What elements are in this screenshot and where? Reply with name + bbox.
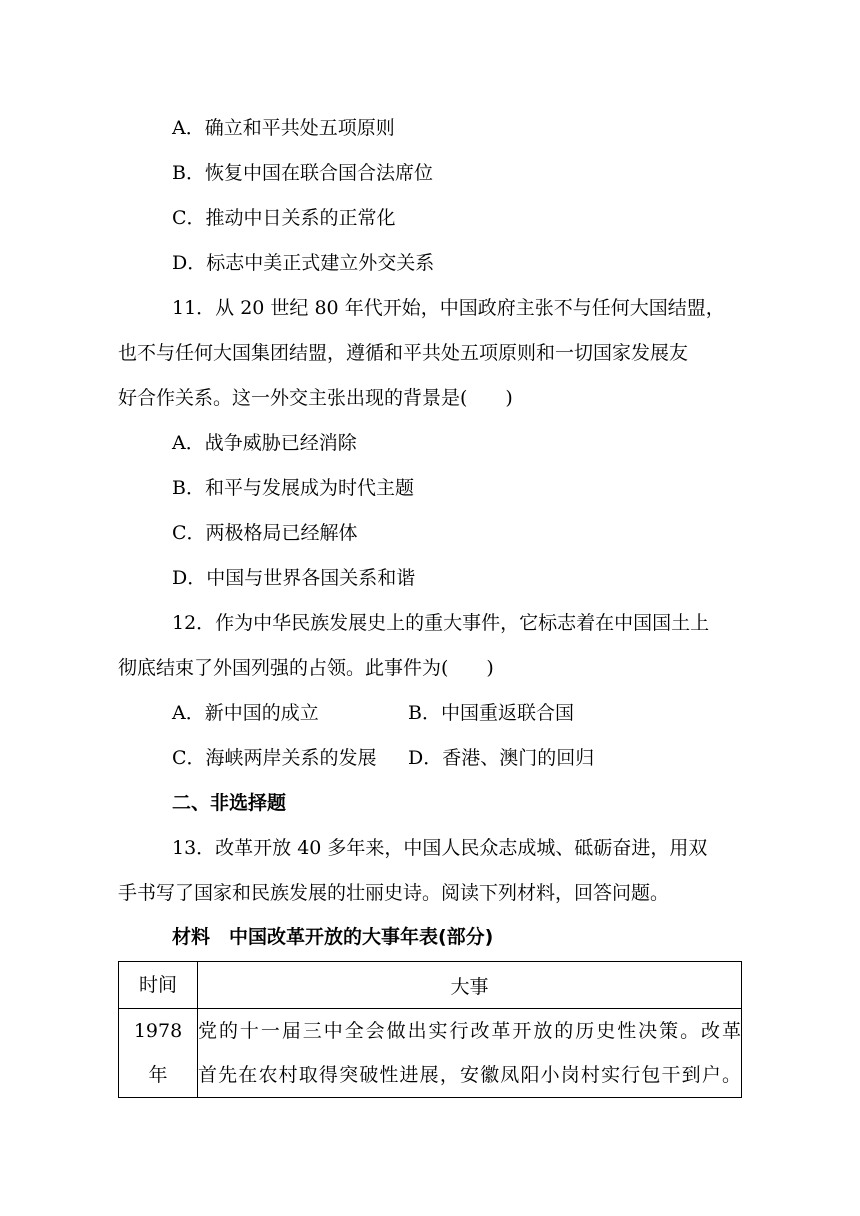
row-time — [119, 1009, 198, 1098]
row-event-line-2: 首先在农村取得突破性进展，安徽凤阳小岗村实行包干到户。 — [198, 1064, 741, 1086]
header-time: 时间 — [119, 962, 198, 1009]
material-title: 材料 中国改革开放的大事年表(部分) — [172, 926, 494, 948]
q12-option-b: B．中国重返联合国 — [408, 702, 574, 724]
section-title: 二、非选择题 — [172, 792, 287, 814]
header-event: 大事 — [198, 962, 742, 1009]
q11-option-a: A．战争威胁已经消除 — [172, 432, 357, 454]
row-event — [198, 1009, 742, 1098]
table-header-row — [119, 962, 742, 1009]
q11-option-d: D．中国与世界各国关系和谐 — [172, 567, 416, 589]
q11-stem-line-2: 也不与任何大国集团结盟，遵循和平共处五项原则和一切国家发展友 — [118, 342, 689, 364]
row-time-line-1: 1978 — [133, 1020, 183, 1042]
q12-stem-line-1: 12．作为中华民族发展史上的重大事件，它标志着在中国国土上 — [172, 612, 710, 634]
q10-option-a: A．确立和平共处五项原则 — [172, 117, 395, 139]
q11-stem-line-3: 好合作关系。这一外交主张出现的背景是( ) — [118, 387, 513, 409]
q12-option-d: D．香港、澳门的回归 — [408, 747, 595, 769]
q10-option-b: B．恢复中国在联合国合法席位 — [172, 162, 433, 184]
row-event-line-1: 党的十一届三中全会做出实行改革开放的历史性决策。改革 — [198, 1020, 741, 1042]
q11-option-c: C．两极格局已经解体 — [172, 522, 358, 544]
q12-option-a: A．新中国的成立 — [172, 702, 319, 724]
q11-option-b: B．和平与发展成为时代主题 — [172, 477, 414, 499]
q11-stem-line-1: 11．从 20 世纪 80 年代开始，中国政府主张不与任何大国结盟， — [172, 297, 725, 319]
q13-stem-line-1: 13．改革开放 40 多年来，中国人民众志成城、砥砺奋进，用双 — [172, 837, 708, 859]
row-time-line-2: 年 — [148, 1064, 168, 1086]
q12-stem-line-2: 彻底结束了外国列强的占领。此事件为( ) — [118, 657, 494, 679]
events-table — [118, 961, 742, 1098]
q13-stem-line-2: 手书写了国家和民族发展的壮丽史诗。阅读下列材料，回答问题。 — [118, 882, 670, 904]
q10-option-c: C．推动中日关系的正常化 — [172, 207, 396, 229]
q10-option-d: D．标志中美正式建立外交关系 — [172, 252, 435, 274]
q12-option-c: C．海峡两岸关系的发展 — [172, 747, 377, 769]
table-row — [119, 1009, 742, 1098]
